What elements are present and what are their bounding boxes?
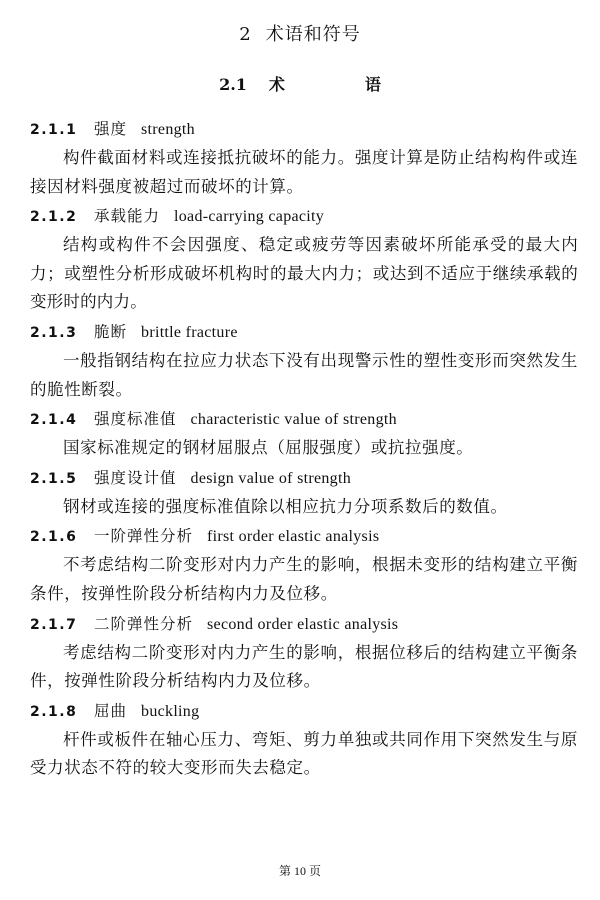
term-title-cn: 强度设计值 xyxy=(94,468,177,487)
term-number: 2.1.4 xyxy=(30,412,78,429)
chapter-name: 术语和符号 xyxy=(265,24,361,45)
term-title-en: second order elastic analysis xyxy=(207,615,399,633)
term-title-en: characteristic value of strength xyxy=(190,411,397,429)
term-number: 2.1.8 xyxy=(30,703,78,720)
terms-list xyxy=(30,114,578,783)
term-title-cn: 一阶弹性分析 xyxy=(94,527,194,546)
term-heading xyxy=(30,609,578,639)
term-heading xyxy=(30,521,578,551)
term-title-en: strength xyxy=(141,121,195,138)
term-title-en: brittle fracture xyxy=(141,323,238,341)
term-title-cn: 强度标准值 xyxy=(94,410,177,429)
term-title-en: load-carrying capacity xyxy=(174,208,325,226)
term-2-1-4 xyxy=(30,404,578,463)
term-number: 2.1.7 xyxy=(30,616,78,633)
term-definition: 结构或构件不会因强度、稳定或疲劳等因素破坏所能承受的最大内力；或塑性分析形成破坏机构时的最大内力；或达到不适应于继续承载的变形时的内力。 xyxy=(30,235,578,312)
term-definition: 国家标准规定的钢材屈服点（屈服强度）或抗拉强度。 xyxy=(63,438,474,458)
term-title-cn: 脆断 xyxy=(94,322,128,341)
term-title-cn: 承载能力 xyxy=(94,207,161,226)
term-heading xyxy=(30,114,578,144)
term-heading xyxy=(30,463,578,493)
term-2-1-7 xyxy=(30,609,578,696)
chapter-number: 2 xyxy=(239,24,252,45)
section-title xyxy=(0,72,600,95)
term-definition: 不考虑结构二阶变形对内力产生的影响，根据未变形的结构建立平衡条件，按弹性阶段分析结构内力及位移。 xyxy=(30,555,578,603)
term-heading xyxy=(30,317,578,347)
term-2-1-8 xyxy=(30,696,578,783)
term-2-1-6 xyxy=(30,521,578,608)
term-definition: 钢材或连接的强度标准值除以相应抗力分项系数后的数值。 xyxy=(63,496,508,516)
term-title-cn: 屈曲 xyxy=(94,701,128,720)
chapter-title xyxy=(0,20,600,46)
term-title-en: buckling xyxy=(141,702,200,720)
section-number: 2.1 xyxy=(219,75,247,94)
term-number: 2.1.5 xyxy=(30,470,78,487)
term-number: 2.1.2 xyxy=(30,209,78,226)
page-number: 第 10 页 xyxy=(278,864,321,878)
term-2-1-2 xyxy=(30,201,578,317)
term-heading xyxy=(30,201,578,231)
term-definition: 一般指钢结构在拉应力状态下没有出现警示性的塑性变形而突然发生的脆性断裂。 xyxy=(30,350,578,399)
term-heading xyxy=(30,404,578,434)
term-number: 2.1.3 xyxy=(30,324,78,341)
term-title-cn: 二阶弹性分析 xyxy=(94,614,194,633)
term-2-1-5 xyxy=(30,463,578,522)
section-name: 术 语 xyxy=(268,75,413,94)
term-definition: 考虑结构二阶变形对内力产生的影响，根据位移后的结构建立平衡条件，按弹性阶段分析结构内力及位移。 xyxy=(30,642,578,691)
term-title-en: first order elastic analysis xyxy=(207,528,380,546)
term-number: 2.1.6 xyxy=(30,529,78,546)
term-2-1-1 xyxy=(30,114,578,201)
term-number: 2.1.1 xyxy=(30,122,78,138)
term-definition: 杆件或板件在轴心压力、弯矩、剪力单独或共同作用下突然发生与原受力状态不符的较大变形而失去稳定。 xyxy=(30,729,578,778)
term-title-en: design value of strength xyxy=(190,469,352,487)
term-heading xyxy=(30,696,578,726)
term-title-cn: 强度 xyxy=(94,120,128,138)
term-2-1-3 xyxy=(30,317,578,404)
term-definition: 构件截面材料或连接抵抗破坏的能力。强度计算是防止结构构件或连接因材料强度被超过而破坏的计算。 xyxy=(30,148,578,196)
